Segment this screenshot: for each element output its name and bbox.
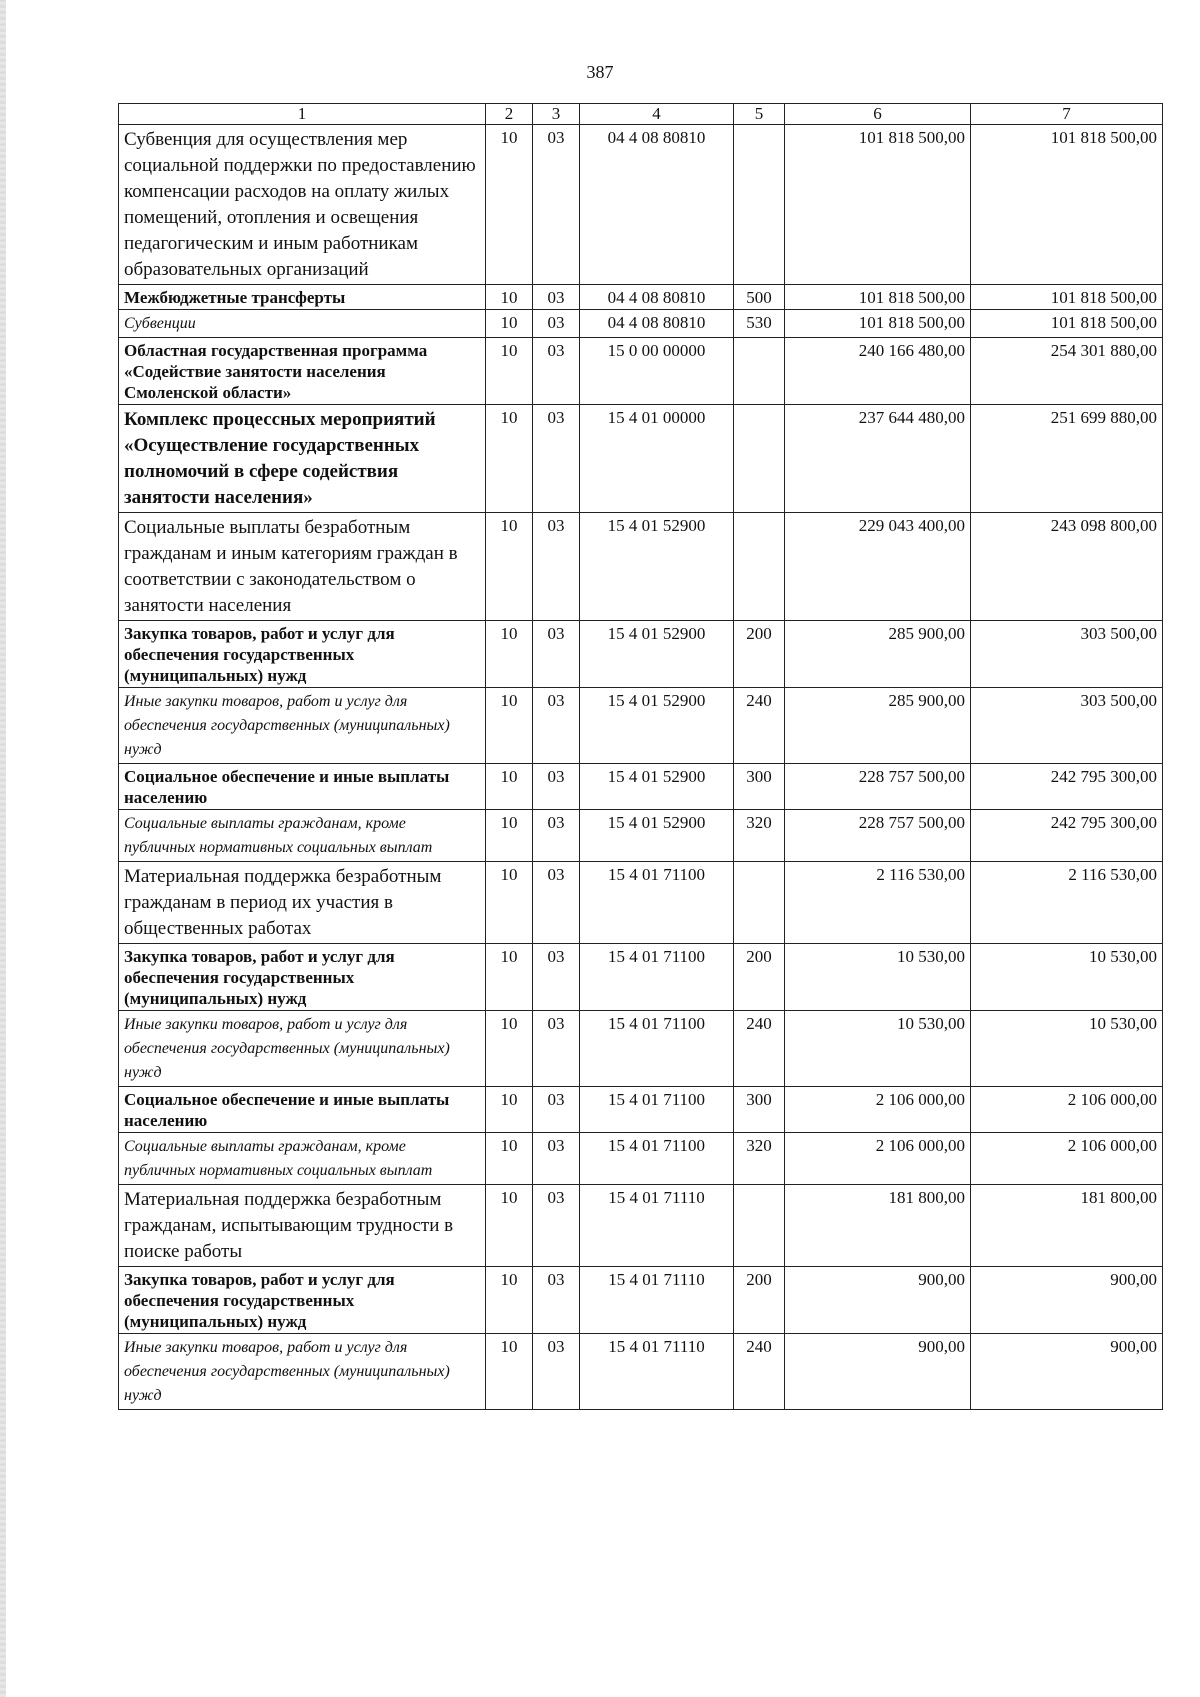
target-article-cell: 04 4 08 80810 (580, 310, 734, 338)
expense-type-cell (734, 862, 785, 944)
table-row (119, 688, 1163, 764)
expense-type-cell: 200 (734, 621, 785, 688)
budget-table (118, 103, 1163, 1410)
row-name-cell: Социальные выплаты безработным гражданам и иным категориям граждан в соответствии с законодательством о занятости населения (119, 513, 486, 621)
header-cell: 3 (533, 104, 580, 125)
amount-year1-cell: 10 530,00 (785, 944, 971, 1011)
amount-year1-cell: 181 800,00 (785, 1185, 971, 1267)
table-row (119, 1334, 1163, 1410)
scan-edge (0, 0, 6, 1697)
header-row (119, 104, 1163, 125)
section-code-cell: 10 (486, 125, 533, 285)
amount-year2-cell: 10 530,00 (971, 944, 1163, 1011)
target-article-cell: 15 4 01 52900 (580, 688, 734, 764)
amount-year2-cell: 303 500,00 (971, 621, 1163, 688)
section-code-cell: 10 (486, 513, 533, 621)
amount-year2-cell: 242 795 300,00 (971, 764, 1163, 810)
amount-year2-cell: 900,00 (971, 1334, 1163, 1410)
table-row (119, 310, 1163, 338)
amount-year2-cell: 10 530,00 (971, 1011, 1163, 1087)
section-code-cell: 10 (486, 1011, 533, 1087)
target-article-cell: 15 4 01 71110 (580, 1267, 734, 1334)
subsection-code-cell: 03 (533, 1011, 580, 1087)
header-cell: 6 (785, 104, 971, 125)
row-name-cell: Комплекс процессных мероприятий «Осуществление государственных полномочий в сфере содействия занятости населения» (119, 405, 486, 513)
expense-type-cell (734, 125, 785, 285)
table-row (119, 285, 1163, 310)
target-article-cell: 15 4 01 71100 (580, 1087, 734, 1133)
row-name-cell: Социальные выплаты гражданам, кроме публичных нормативных социальных выплат (119, 810, 486, 862)
target-article-cell: 04 4 08 80810 (580, 125, 734, 285)
amount-year2-cell: 2 106 000,00 (971, 1133, 1163, 1185)
target-article-cell: 15 4 01 71100 (580, 862, 734, 944)
target-article-cell: 15 4 01 71100 (580, 1133, 734, 1185)
expense-type-cell: 200 (734, 1267, 785, 1334)
subsection-code-cell: 03 (533, 810, 580, 862)
amount-year2-cell: 242 795 300,00 (971, 810, 1163, 862)
header-cell: 2 (486, 104, 533, 125)
amount-year1-cell: 10 530,00 (785, 1011, 971, 1087)
amount-year2-cell: 251 699 880,00 (971, 405, 1163, 513)
header-cell: 5 (734, 104, 785, 125)
target-article-cell: 15 4 01 52900 (580, 621, 734, 688)
expense-type-cell: 500 (734, 285, 785, 310)
table-row (119, 944, 1163, 1011)
amount-year2-cell: 254 301 880,00 (971, 338, 1163, 405)
target-article-cell: 15 4 01 71100 (580, 944, 734, 1011)
row-name-cell: Иные закупки товаров, работ и услуг для обеспечения государственных (муниципальных) нужд (119, 688, 486, 764)
target-article-cell: 04 4 08 80810 (580, 285, 734, 310)
subsection-code-cell: 03 (533, 621, 580, 688)
subsection-code-cell: 03 (533, 513, 580, 621)
subsection-code-cell: 03 (533, 125, 580, 285)
amount-year1-cell: 101 818 500,00 (785, 285, 971, 310)
subsection-code-cell: 03 (533, 1133, 580, 1185)
table-row (119, 1267, 1163, 1334)
row-name-cell: Социальные выплаты гражданам, кроме публичных нормативных социальных выплат (119, 1133, 486, 1185)
subsection-code-cell: 03 (533, 285, 580, 310)
section-code-cell: 10 (486, 621, 533, 688)
subsection-code-cell: 03 (533, 944, 580, 1011)
section-code-cell: 10 (486, 1334, 533, 1410)
page-number: 387 (586, 62, 614, 82)
row-name-cell: Закупка товаров, работ и услуг для обеспечения государственных (муниципальных) нужд (119, 1267, 486, 1334)
expense-type-cell (734, 513, 785, 621)
target-article-cell: 15 4 01 00000 (580, 405, 734, 513)
amount-year1-cell: 285 900,00 (785, 621, 971, 688)
section-code-cell: 10 (486, 338, 533, 405)
amount-year2-cell: 101 818 500,00 (971, 285, 1163, 310)
expense-type-cell (734, 405, 785, 513)
row-name-cell: Иные закупки товаров, работ и услуг для обеспечения государственных (муниципальных) нужд (119, 1011, 486, 1087)
subsection-code-cell: 03 (533, 338, 580, 405)
section-code-cell: 10 (486, 310, 533, 338)
amount-year2-cell: 2 106 000,00 (971, 1087, 1163, 1133)
amount-year1-cell: 2 106 000,00 (785, 1087, 971, 1133)
row-name-cell: Материальная поддержка безработным гражданам, испытывающим трудности в поиске работы (119, 1185, 486, 1267)
amount-year2-cell: 2 116 530,00 (971, 862, 1163, 944)
amount-year1-cell: 2 116 530,00 (785, 862, 971, 944)
table-row (119, 810, 1163, 862)
section-code-cell: 10 (486, 810, 533, 862)
row-name-cell: Социальное обеспечение и иные выплаты населению (119, 764, 486, 810)
row-name-cell: Областная государственная программа «Содействие занятости населения Смоленской области» (119, 338, 486, 405)
target-article-cell: 15 4 01 71100 (580, 1011, 734, 1087)
expense-type-cell: 240 (734, 1011, 785, 1087)
target-article-cell: 15 4 01 71110 (580, 1334, 734, 1410)
expense-type-cell: 530 (734, 310, 785, 338)
target-article-cell: 15 4 01 52900 (580, 810, 734, 862)
section-code-cell: 10 (486, 1087, 533, 1133)
amount-year1-cell: 900,00 (785, 1267, 971, 1334)
target-article-cell: 15 4 01 52900 (580, 764, 734, 810)
table-row (119, 1185, 1163, 1267)
section-code-cell: 10 (486, 688, 533, 764)
table-row (119, 862, 1163, 944)
amount-year1-cell: 229 043 400,00 (785, 513, 971, 621)
subsection-code-cell: 03 (533, 405, 580, 513)
amount-year1-cell: 237 644 480,00 (785, 405, 971, 513)
table-row (119, 1087, 1163, 1133)
subsection-code-cell: 03 (533, 764, 580, 810)
section-code-cell: 10 (486, 944, 533, 1011)
subsection-code-cell: 03 (533, 1267, 580, 1334)
expense-type-cell: 300 (734, 764, 785, 810)
row-name-cell: Социальное обеспечение и иные выплаты населению (119, 1087, 486, 1133)
section-code-cell: 10 (486, 1185, 533, 1267)
table-row (119, 513, 1163, 621)
table-row (119, 621, 1163, 688)
header-cell: 4 (580, 104, 734, 125)
expense-type-cell: 200 (734, 944, 785, 1011)
section-code-cell: 10 (486, 405, 533, 513)
amount-year2-cell: 900,00 (971, 1267, 1163, 1334)
expense-type-cell: 300 (734, 1087, 785, 1133)
target-article-cell: 15 4 01 52900 (580, 513, 734, 621)
amount-year1-cell: 240 166 480,00 (785, 338, 971, 405)
subsection-code-cell: 03 (533, 688, 580, 764)
header-cell: 7 (971, 104, 1163, 125)
subsection-code-cell: 03 (533, 1087, 580, 1133)
section-code-cell: 10 (486, 285, 533, 310)
expense-type-cell (734, 1185, 785, 1267)
table-row (119, 1133, 1163, 1185)
section-code-cell: 10 (486, 764, 533, 810)
expense-type-cell (734, 338, 785, 405)
target-article-cell: 15 0 00 00000 (580, 338, 734, 405)
table-row (119, 405, 1163, 513)
amount-year2-cell: 181 800,00 (971, 1185, 1163, 1267)
target-article-cell: 15 4 01 71110 (580, 1185, 734, 1267)
amount-year1-cell: 228 757 500,00 (785, 764, 971, 810)
amount-year1-cell: 228 757 500,00 (785, 810, 971, 862)
amount-year2-cell: 101 818 500,00 (971, 125, 1163, 285)
subsection-code-cell: 03 (533, 862, 580, 944)
expense-type-cell: 320 (734, 810, 785, 862)
row-name-cell: Иные закупки товаров, работ и услуг для обеспечения государственных (муниципальных) нужд (119, 1334, 486, 1410)
row-name-cell: Субвенции (119, 310, 486, 338)
row-name-cell: Закупка товаров, работ и услуг для обеспечения государственных (муниципальных) нужд (119, 944, 486, 1011)
table-row (119, 125, 1163, 285)
subsection-code-cell: 03 (533, 1185, 580, 1267)
section-code-cell: 10 (486, 862, 533, 944)
subsection-code-cell: 03 (533, 1334, 580, 1410)
amount-year1-cell: 2 106 000,00 (785, 1133, 971, 1185)
table-row (119, 764, 1163, 810)
expense-type-cell: 240 (734, 1334, 785, 1410)
table-row (119, 1011, 1163, 1087)
amount-year1-cell: 285 900,00 (785, 688, 971, 764)
amount-year2-cell: 303 500,00 (971, 688, 1163, 764)
row-name-cell: Межбюджетные трансферты (119, 285, 486, 310)
expense-type-cell: 320 (734, 1133, 785, 1185)
section-code-cell: 10 (486, 1267, 533, 1334)
amount-year1-cell: 101 818 500,00 (785, 125, 971, 285)
section-code-cell: 10 (486, 1133, 533, 1185)
table-row (119, 338, 1163, 405)
amount-year2-cell: 101 818 500,00 (971, 310, 1163, 338)
row-name-cell: Закупка товаров, работ и услуг для обеспечения государственных (муниципальных) нужд (119, 621, 486, 688)
subsection-code-cell: 03 (533, 310, 580, 338)
row-name-cell: Материальная поддержка безработным гражданам в период их участия в общественных работах (119, 862, 486, 944)
row-name-cell: Субвенция для осуществления мер социальной поддержки по предоставлению компенсации расходов на оплату жилых помещений, отопления и освещения педагогическим и иным работникам образовательных организаций (119, 125, 486, 285)
expense-type-cell: 240 (734, 688, 785, 764)
amount-year1-cell: 101 818 500,00 (785, 310, 971, 338)
amount-year1-cell: 900,00 (785, 1334, 971, 1410)
header-cell: 1 (119, 104, 486, 125)
amount-year2-cell: 243 098 800,00 (971, 513, 1163, 621)
